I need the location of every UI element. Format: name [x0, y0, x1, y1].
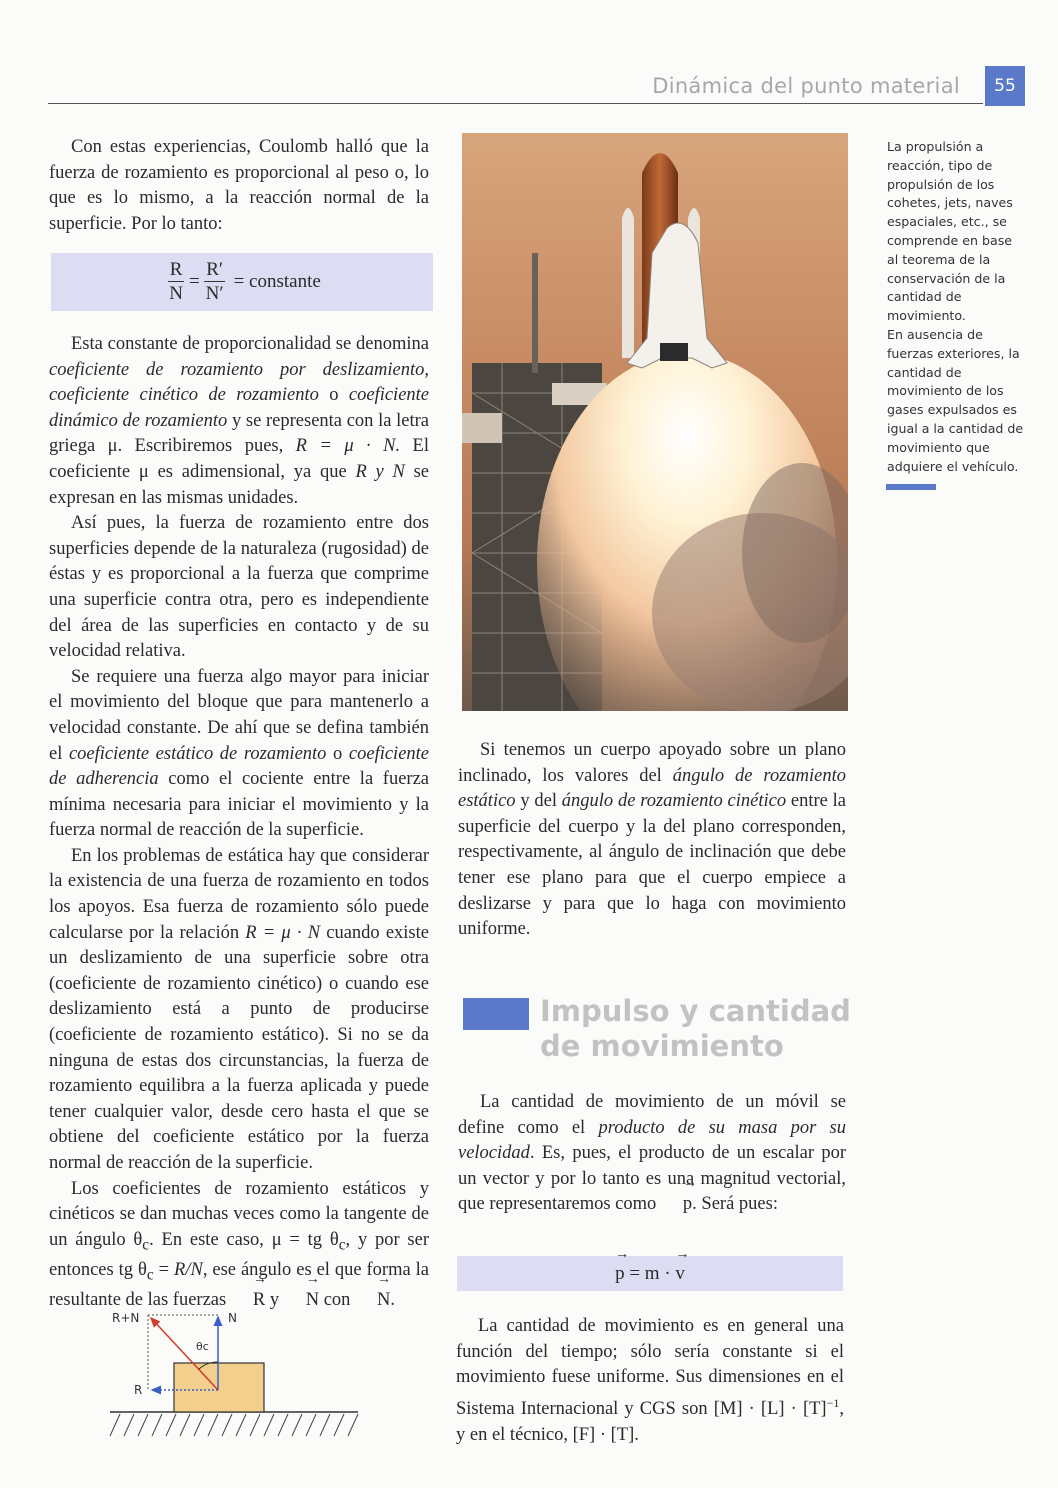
subscript: c — [142, 1236, 150, 1254]
section-heading-line: Impulso y cantidad — [540, 994, 851, 1028]
superscript: −1 — [826, 1395, 840, 1410]
text-run: Los coeficientes de rozamiento estáticos y cinéticos se dan muchas veces como la tangente de un ángulo θ — [49, 1178, 429, 1250]
paragraph-dependence: Así pues, la fuerza de rozamiento entre dos superficies depende de la naturaleza (rugosidad) de éstas y es proporcional a la fuerza que comprime una superficie contra otra, pero es independiente del área de las superficies en contacto y de su velocidad relativa. — [49, 513, 429, 662]
fraction-denominator: N′ — [205, 282, 224, 304]
fraction-r-n — [167, 259, 185, 306]
text-run: con — [319, 1290, 356, 1311]
sidenote-accent-bar — [886, 484, 936, 490]
subscript: c — [146, 1266, 154, 1284]
vector-r: → R — [231, 1288, 265, 1314]
term-italic: ángulo de rozamiento estático — [458, 765, 846, 812]
vector-p: → p — [615, 1263, 625, 1285]
section-heading — [540, 994, 851, 1064]
fraction-numerator: R — [169, 258, 183, 280]
term-italic: coeficiente de rozamiento por deslizamiento, coeficiente cinético de rozamiento — [49, 359, 429, 406]
text-run: . En este caso, μ = tg θ — [149, 1229, 339, 1250]
vector-n: → N — [284, 1288, 319, 1314]
subscript: c — [338, 1236, 346, 1254]
paragraph-momentum-definition — [458, 1090, 846, 1218]
equals-sign: = — [188, 271, 200, 292]
term-italic: producto de su masa por su velocidad — [458, 1117, 847, 1164]
text-run: entre la superficie del cuerpo y la del plano corresponden, respectivamente, al ángulo de inclinación que debe tener ese plano para que el cuerpo empiece a deslizarse y para que lo haga con movimiento uniforme. — [458, 791, 847, 940]
label-friction: R — [134, 1383, 143, 1397]
right-column-momentum — [458, 1090, 846, 1218]
friction-diagram — [100, 1300, 365, 1450]
fraction-numerator: R′ — [206, 258, 224, 280]
text-run: o — [326, 743, 349, 764]
label-resultant: R+N — [112, 1311, 140, 1325]
text-run: Se requiere una fuerza algo mayor para iniciar el movimiento del bloque que para mantenerlo a velocidad constante. De ahí que se defina también el — [49, 666, 429, 764]
sidenote-conservation: En ausencia de fuerzas exteriores, la cantidad de movimiento de los gases expulsados es igual a la cantidad de movimiento que adquiere el vehículo. — [887, 326, 1024, 474]
text-run: Si tenemos un cuerpo apoyado sobre un plano inclinado, los valores del — [458, 740, 846, 786]
momentum-formula — [615, 1263, 685, 1285]
sidenote — [887, 138, 1027, 476]
paragraph-tangent — [49, 1177, 429, 1314]
ground-hatching — [110, 1414, 358, 1436]
text-run: . Es, pues, el producto de un escalar por un vector y por lo tanto es una magnitud vectorial, que representaremos como — [458, 1143, 846, 1215]
text-run: , ese ángulo es el que forma la resultante de las fuerzas — [49, 1260, 429, 1311]
section-heading-line: de movimiento — [540, 1029, 784, 1063]
vector-v: → v — [675, 1263, 685, 1285]
friction-formula — [163, 259, 321, 306]
shuttle-launch-photo — [462, 133, 848, 711]
equation-inline: R = μ · N — [245, 922, 321, 943]
text-run: cuando existe un deslizamiento de una superficie sobre otra (coeficiente de rozamiento cinético) o cuando ese deslizamiento está a punto de producirse (coeficiente de rozamiento estático). Si no se da ninguna de estas dos circunstancias, la fuerza de rozamiento equilibra a la fuerza aplicada y puede tener cualquier valor, desde cero hasta el que se obtiene del coeficiente estático por la fuerza normal de reacción de la superficie. — [49, 922, 429, 1173]
term-italic: coeficiente de adherencia — [49, 743, 430, 790]
text-run: se expresan en las mismas unidades. — [49, 461, 429, 508]
friction-formula-box — [51, 253, 433, 311]
formula-operator: = m · — [629, 1262, 671, 1284]
sidenote-propulsion: La propulsión a reacción, tipo de propulsión de los cohetes, jets, naves espaciales, etc., se comprende en base al teorema de la conservación de la cantidad de movimiento. — [887, 139, 1013, 324]
text-run: Esta constante de proporcionalidad se denomina — [71, 334, 429, 354]
text-run: y se representa con la letra griega μ. Escribiremos pues, — [49, 410, 429, 457]
text-run: . — [390, 1290, 396, 1311]
term-italic: coeficiente dinámico de rozamiento — [49, 385, 430, 431]
label-angle: θc — [196, 1340, 209, 1353]
fraction-denominator: N — [169, 282, 183, 304]
vector-n: → N — [355, 1288, 390, 1314]
section-marker — [463, 998, 529, 1030]
text-run: como el cociente entre la fuerza mínima necesaria para iniciar el movimiento y la fuerza normal de reacción de la superficie. — [49, 769, 429, 841]
text-run: . Será pues: — [692, 1194, 778, 1215]
equation-inline: R = μ · N. — [295, 436, 401, 457]
text-run: , y en el técnico, [F] · [T]. — [456, 1398, 844, 1445]
fraction-r-prime-n-prime — [204, 259, 226, 306]
text-run: La cantidad de movimiento de un móvil se define como el — [458, 1092, 846, 1138]
text-run: La cantidad de movimiento es en general una función del tiempo; sólo sería constante si el movimiento fuese uniforme. Sus dimensiones en el Sistema Internacional y CGS son [M] · [L] · [T] — [456, 1316, 844, 1419]
term-italic: ángulo de rozamiento cinético — [561, 791, 787, 812]
equation-inline: R/N — [174, 1260, 203, 1281]
text-run: En los problemas de estática hay que considerar la existencia de una fuerza de rozamiento en todos los apoyos. Esa fuerza de rozamiento sólo puede calcularse por la relación — [49, 845, 429, 943]
text-run: El coeficiente μ es adimensional, ya que — [49, 436, 429, 482]
paragraph-inclined-plane — [458, 738, 846, 943]
label-normal: N — [228, 1311, 237, 1325]
block — [174, 1363, 264, 1412]
running-header: Dinámica del punto material — [652, 74, 960, 98]
header-rule — [48, 103, 983, 104]
left-column — [49, 135, 429, 237]
momentum-formula-box — [457, 1256, 843, 1291]
left-column-body — [49, 332, 429, 1314]
vector-p: → p — [661, 1192, 692, 1218]
page-number: 55 — [985, 66, 1025, 106]
right-column-dimensions — [456, 1314, 844, 1448]
paragraph-dimensions — [456, 1314, 844, 1448]
formula-constant: = constante — [233, 271, 321, 292]
text-run: = — [153, 1260, 175, 1281]
right-column-upper — [458, 738, 846, 943]
text-run: y del — [515, 791, 562, 812]
paragraph-coefficient-definition — [49, 332, 429, 511]
intro-paragraph: Con estas experiencias, Coulomb halló que la fuerza de rozamiento es proporcional al peso o, lo que es lo mismo, a la reacción normal de la superficie. Por lo tanto: — [49, 137, 429, 234]
paragraph-static-coefficient — [49, 665, 429, 844]
paragraph-statics — [49, 844, 429, 1177]
variables-inline: R y N — [355, 461, 405, 482]
text-run: y — [265, 1290, 284, 1311]
text-run: , y por ser entonces tg θ — [49, 1229, 429, 1281]
term-italic: coeficiente estático de rozamiento — [68, 743, 327, 764]
text-run: o — [318, 385, 349, 406]
